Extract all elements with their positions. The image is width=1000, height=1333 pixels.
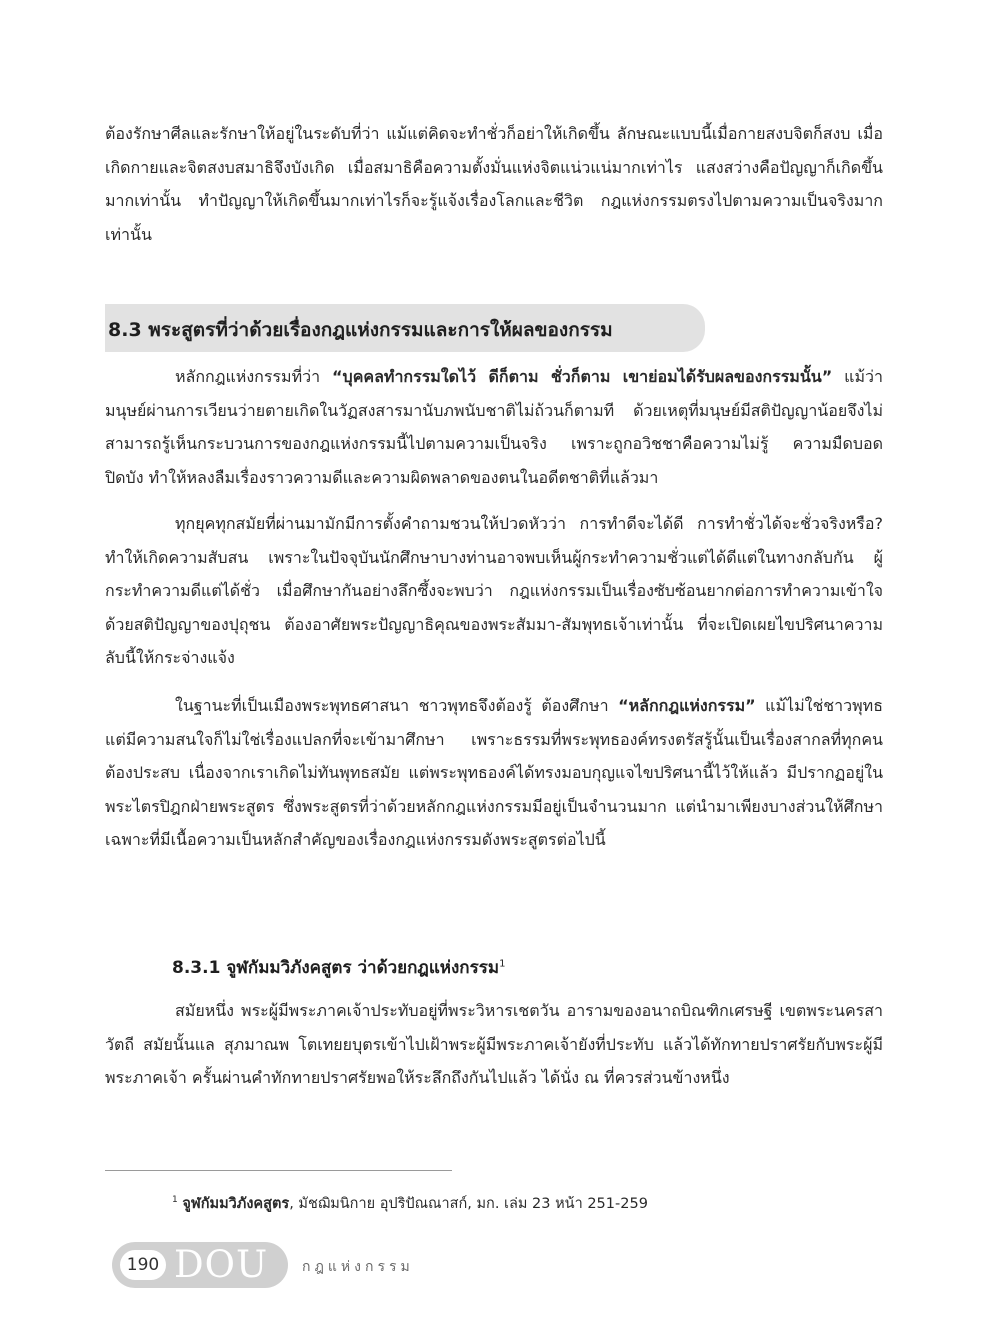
footnote-marker: 1 [172,1195,178,1206]
paragraph-1-start: หลักกฎแห่งกรรมที่ว่า [175,367,333,386]
subsection-title-text: 8.3.1 จูฬกัมมวิภังคสูตร ว่าด้วยกฎแห่งกรรม [172,958,500,978]
footnote-title: จูฬกัมมวิภังคสูตร [182,1196,290,1212]
subsection-title [172,954,505,981]
brand-logo: DOU [174,1243,269,1286]
page-footer [112,1242,442,1288]
paragraph-1-quote: “บุคคลทำกรรมใดไว้ ดีก็ตาม ชั่วก็ตาม เขาย่อมได้รับผลของกรรมนั้น” [332,367,833,386]
paragraph-2-text: ทุกยุคทุกสมัยที่ผ่านมามักมีการตั้งคำถามชวนให้ปวดหัวว่า การทำดีจะได้ดี การทำชั่วได้จะชั่วจริงหรือ? ทำให้เกิดความสับสน เพราะในปัจจุบันนักศึกษาบางท่านอาจพบเห็นผู้กระทำความชั่วแต่ได้ดีแต่ในทางกลับกัน ผู้กระทำความดีแต่ได้ชั่ว เมื่อศึกษากันอย่างลึกซึ้งจะพบว่า กฎแห่งกรรมเป็นเรื่องซับซ้อนยากต่อการทำความเข้าใจด้วยสติปัญญาของปุถุชน ต้องอาศัยพระปัญญาธิคุณของพระสัมมา-สัมพุทธเจ้าเท่านั้น ที่จะเปิดเผยไขปริศนาความลับนี้ให้กระจ่างแจ้ง [105,514,883,668]
footnote-divider [105,1170,452,1171]
paragraph-3 [105,689,883,857]
paragraph-4-text: สมัยหนึ่ง พระผู้มีพระภาคเจ้าประทับอยู่ที่พระวิหารเชตวัน อารามของอนาถบิณฑิกเศรษฐี เขตพระนครสาวัตถี สมัยนั้นแล สุภมาณพ โตเทยยบุตรเข้าไปเฝ้าพระผู้มีพระภาคเจ้ายังที่ประทับ แล้วได้ทักทายปราศรัยกับพระผู้มีพระภาคเจ้า ครั้นผ่านคำทักทายปราศรัยพอให้ระลึกถึงกันไปแล้ว ได้นั่ง ณ ที่ควรส่วนข้างหนึ่ง [105,1001,883,1088]
paragraph-intro [105,117,883,251]
footnote-reference[interactable]: 1 [499,958,506,970]
paragraph-2 [105,507,883,675]
paragraph-1 [105,360,883,494]
section-title: 8.3 พระสูตรที่ว่าด้วยเรื่องกฎแห่งกรรมและการให้ผลของกรรม [108,319,613,341]
paragraph-1-rest: แม้ว่ามนุษย์ผ่านการเวียนว่ายตายเกิดในวัฏสงสารมานับภพนับชาติไม่ถ้วนก็ตามที ด้วยเหตุที่มนุษย์มีสติปัญญาน้อยจึงไม่สามารถรู้เห็นกระบวนการของกฎแห่งกรรมนี้ไปตามความเป็นจริง เพราะถูกอวิชชาคือความไม่รู้ ความมืดบอดปิดบัง ทำให้หลงลืมเรื่องราวความดีและความผิดพลาดของตนในอดีตชาติที่แล้วมา [105,367,883,487]
paragraph-intro-text: ต้องรักษาศีลและรักษาให้อยู่ในระดับที่ว่า แม้แต่คิดจะทำชั่วก็อย่าให้เกิดขึ้น ลักษณะแบบนี้เมื่อกายสงบจิตก็สงบ เมื่อเกิดกายและจิตสงบสมาธิจึงบังเกิด เมื่อสมาธิคือความตั้งมั่นแห่งจิตแน่วแน่มากเท่าไร แสงสว่างคือปัญญาก็เกิดขึ้นมากเท่านั้น ทำปัญญาให้เกิดขึ้นมากเท่าไรก็จะรู้แจ้งเรื่องโลกและชีวิต กฎแห่งกรรมตรงไปตามความเป็นจริงมากเท่านั้น [105,124,883,244]
footnote [172,1192,648,1215]
footer-badge [112,1242,288,1288]
footnote-text: , มัชฌิมนิกาย อุปริปัณณาสก์, มก. เล่ม 23 หน้า 251-259 [289,1196,648,1212]
running-title: กฎแห่งกรรม [302,1259,414,1275]
paragraph-3-start: ในฐานะที่เป็นเมืองพระพุทธศาสนา ชาวพุทธจึงต้องรู้ ต้องศึกษา [175,696,619,715]
paragraph-3-rest: แม้ไม่ใช่ชาวพุทธแต่มีความสนใจก็ไม่ใช่เรื่องแปลกที่จะเข้ามาศึกษา เพราะธรรมที่พระพุทธองค์ทรงตรัสรู้นั้นเป็นเรื่องสากลที่ทุกคนต้องประสบ เนื่องจากเราเกิดไม่ทันพุทธสมัย แต่พระพุทธองค์ได้ทรงมอบกุญแจไขปริศนานี้ไว้ให้แล้ว มีปรากฏอยู่ในพระไตรปิฎกฝ่ายพระสูตร ซึ่งพระสูตรที่ว่าด้วยหลักกฎแห่งกรรมมีอยู่เป็นจำนวนมาก แต่นำมาเพียงบางส่วนให้ศึกษาเฉพาะที่มีเนื้อความเป็นหลักสำคัญของเรื่องกฎแห่งกรรมดังพระสูตรต่อไปนี้ [105,696,883,850]
paragraph-4 [105,994,883,1095]
paragraph-3-quote: “หลักกฎแห่งกรรม” [618,696,756,715]
page-number: 190 [120,1250,166,1280]
